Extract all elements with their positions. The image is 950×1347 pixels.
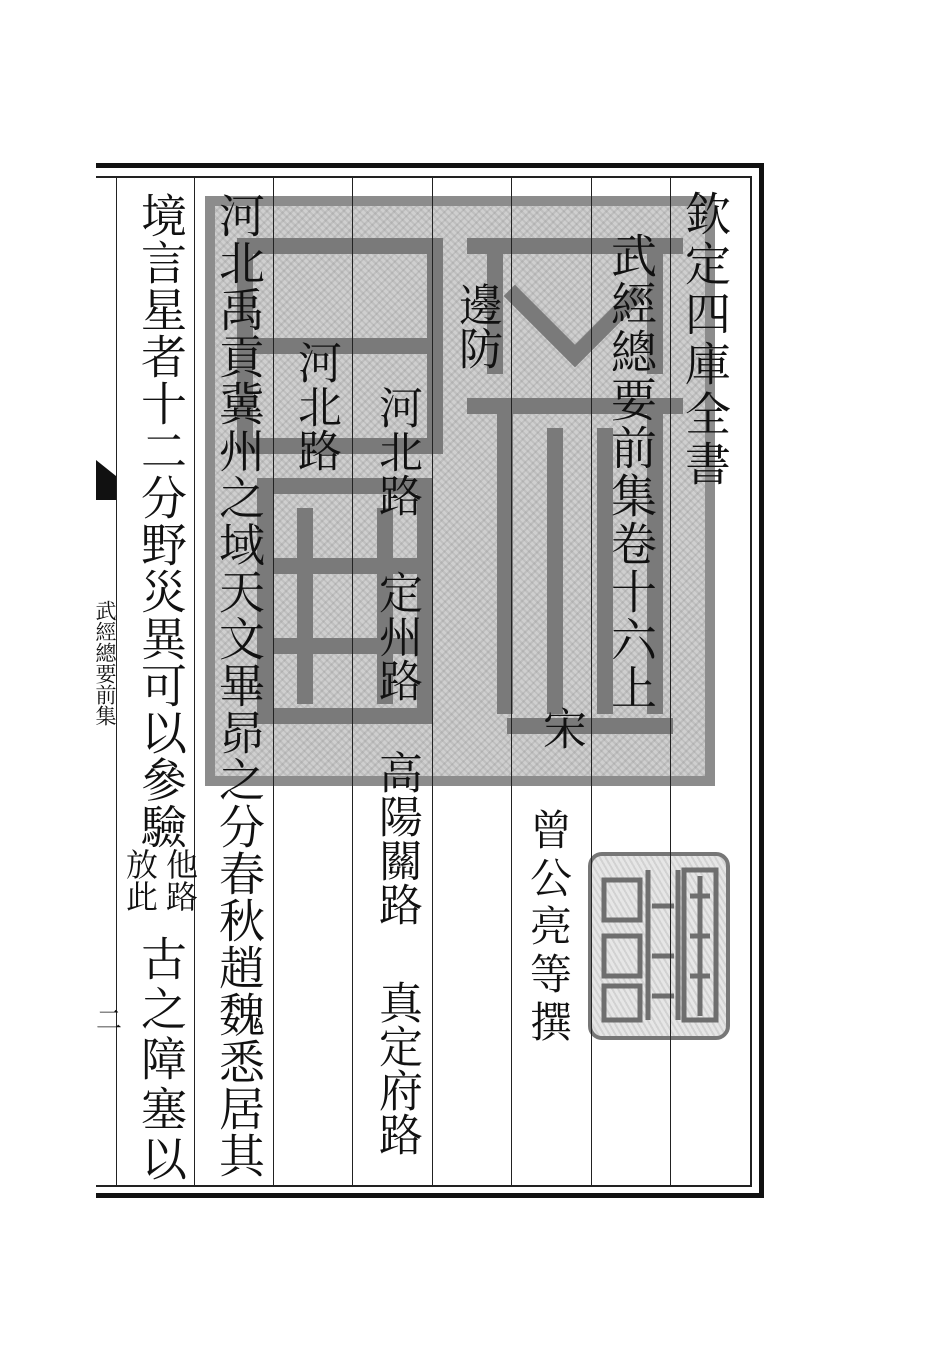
route-heading: 河北路 bbox=[371, 385, 422, 517]
interlinear-note: 放此 bbox=[121, 848, 159, 912]
column-rule bbox=[352, 176, 353, 1187]
interlinear-note: 他路 bbox=[161, 848, 199, 912]
subsection-title: 河北路 bbox=[290, 340, 341, 472]
body-text-column: 河北禹貢冀州之域天文畢昴之分春秋趙魏悉居其 bbox=[212, 192, 266, 1179]
route-item: 真定府路 bbox=[371, 980, 422, 1156]
column-rule bbox=[511, 176, 512, 1187]
column-rule bbox=[670, 176, 671, 1187]
body-text-column: 境言星者十二分野災異可以參驗 bbox=[134, 192, 188, 850]
route-item: 高陽關路 bbox=[371, 750, 422, 926]
library-seal-small bbox=[588, 852, 730, 1040]
column-rule bbox=[194, 176, 195, 1187]
spine-title: 武經總要前集 bbox=[93, 600, 117, 726]
body-text-column: 古之障塞以 bbox=[134, 935, 188, 1185]
library-title: 欽定四庫全書 bbox=[678, 190, 732, 490]
author-name: 曾公亮等撰 bbox=[524, 808, 573, 1048]
section-title: 邊防 bbox=[451, 282, 502, 370]
book-title-volume: 武經總要前集卷十六上 bbox=[604, 232, 658, 712]
column-rule bbox=[432, 176, 433, 1187]
folio-number: 二 bbox=[96, 1006, 123, 1036]
column-rule bbox=[591, 176, 592, 1187]
column-rule bbox=[273, 176, 274, 1187]
author-dynasty: 宋 bbox=[535, 706, 586, 750]
route-item: 定州路 bbox=[371, 570, 422, 702]
seal-small-glyphs bbox=[592, 856, 726, 1036]
